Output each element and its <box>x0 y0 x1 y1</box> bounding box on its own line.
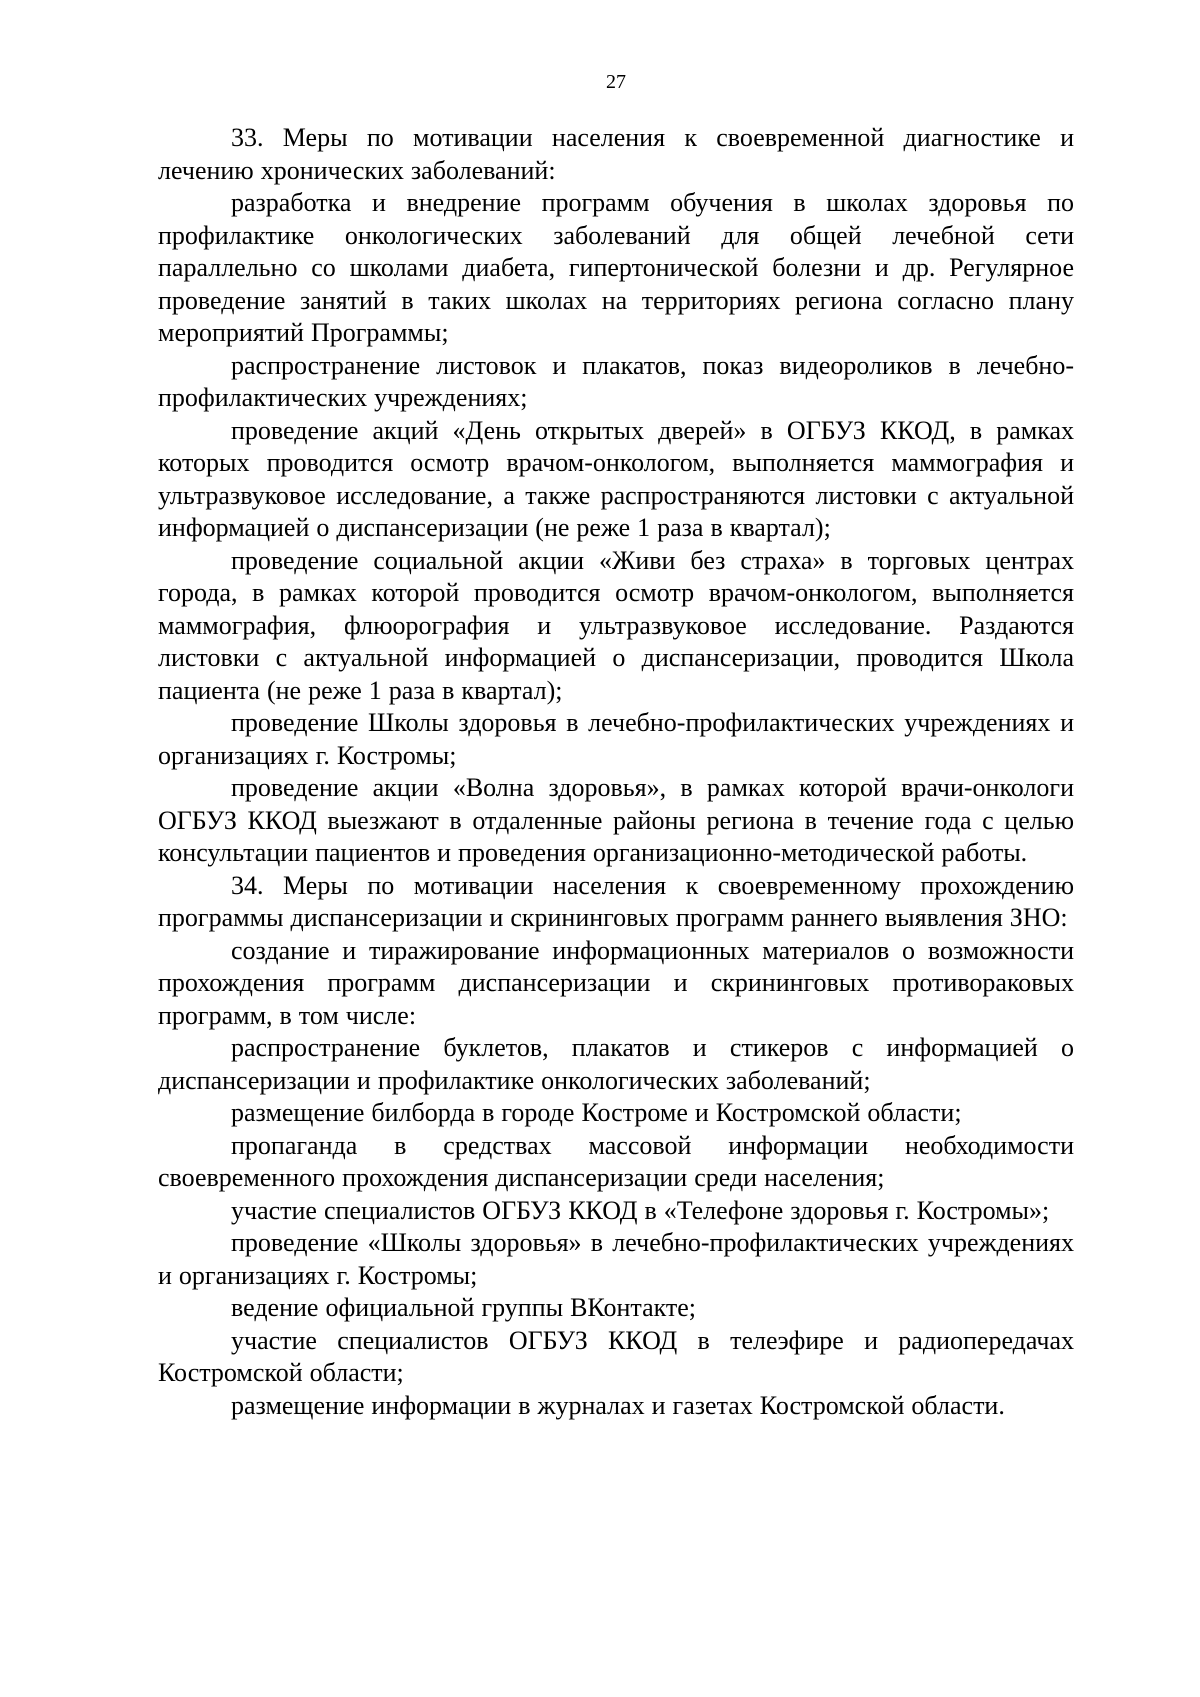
paragraph-health-wave: проведение акции «Волна здоровья», в рамках которой врачи-онкологи ОГБУЗ ККОД выезжают в отдаленные районы региона в течение года с целью консультации пациентов и проведения организационно-методической работы. <box>158 773 1074 867</box>
paragraph-open-doors-day: проведение акций «День открытых дверей» в ОГБУЗ ККОД, в рамках которых проводится осмотр врачом-онкологом, выполняется маммография и ультразвуковое исследование, а также распространяются листовки с актуальной информацией о диспансеризации (не реже 1 раза в квартал); <box>158 415 1074 542</box>
paragraph-info-materials: создание и тиражирование информационных материалов о возможности прохождения программ диспансеризации и скрининговых противораковых программ, в том числе: <box>158 935 1074 1030</box>
paragraph-health-phone: участие специалистов ОГБУЗ ККОД в «Телефоне здоровья г. Костромы»; <box>231 1195 1050 1225</box>
paragraph-booklets-stickers: распространение буклетов, плакатов и стикеров с информацией о диспансеризации и профилактике онкологических заболеваний; <box>158 1033 1074 1095</box>
paragraph-billboard: размещение билборда в городе Костроме и Костромской области; <box>231 1098 962 1127</box>
paragraph-journals-newspapers: размещение информации в журналах и газетах Костромской области. <box>231 1390 1005 1420</box>
paragraph-mass-media: пропаганда в средствах массовой информации необходимости своевременного прохождения диспансеризации среди населения; <box>158 1130 1074 1192</box>
paragraph-vkontakte-group: ведение официальной группы ВКонтакте; <box>231 1293 697 1322</box>
page-number: 27 <box>606 71 626 93</box>
paragraph-health-school: проведение Школы здоровья в лечебно-профилактических учреждениях и организациях г. Костромы; <box>158 708 1074 770</box>
paragraph-tv-radio: участие специалистов ОГБУЗ ККОД в телеэфире и радиопередачах Костромской области; <box>158 1325 1074 1387</box>
paragraph-health-schools-training: разработка и внедрение программ обучения в школах здоровья по профилактике онкологических заболеваний для общей лечебной сети параллельно со школами диабета, гипертонической болезни и др. Регулярное проведение занятий в таких школах на территориях региона согласно плану мероприятий Программы; <box>158 188 1074 347</box>
paragraph-item-34-heading: 34. Меры по мотивации населения к своевременному прохождению программы диспансеризации и скрининговых программ раннего выявления ЗНО: <box>158 870 1074 932</box>
document-body <box>158 122 1074 1422</box>
paragraph-leaflets-posters: распространение листовок и плакатов, показ видеороликов в лечебно-профилактических учреждениях; <box>158 350 1074 412</box>
paragraph-health-schools: проведение «Школы здоровья» в лечебно-профилактических учреждениях и организациях г. Костромы; <box>158 1228 1074 1290</box>
paragraph-item-33-heading: 33. Меры по мотивации населения к своевременной диагностике и лечению хронических заболеваний: <box>158 123 1074 185</box>
paragraph-live-without-fear: проведение социальной акции «Живи без страха» в торговых центрах города, в рамках которой проводится осмотр врачом-онкологом, выполняется маммография, флюорография и ультразвуковое исследование. Раздаются листовки с актуальной информацией о диспансеризации, проводится Школа пациента (не реже 1 раза в квартал); <box>158 545 1074 705</box>
